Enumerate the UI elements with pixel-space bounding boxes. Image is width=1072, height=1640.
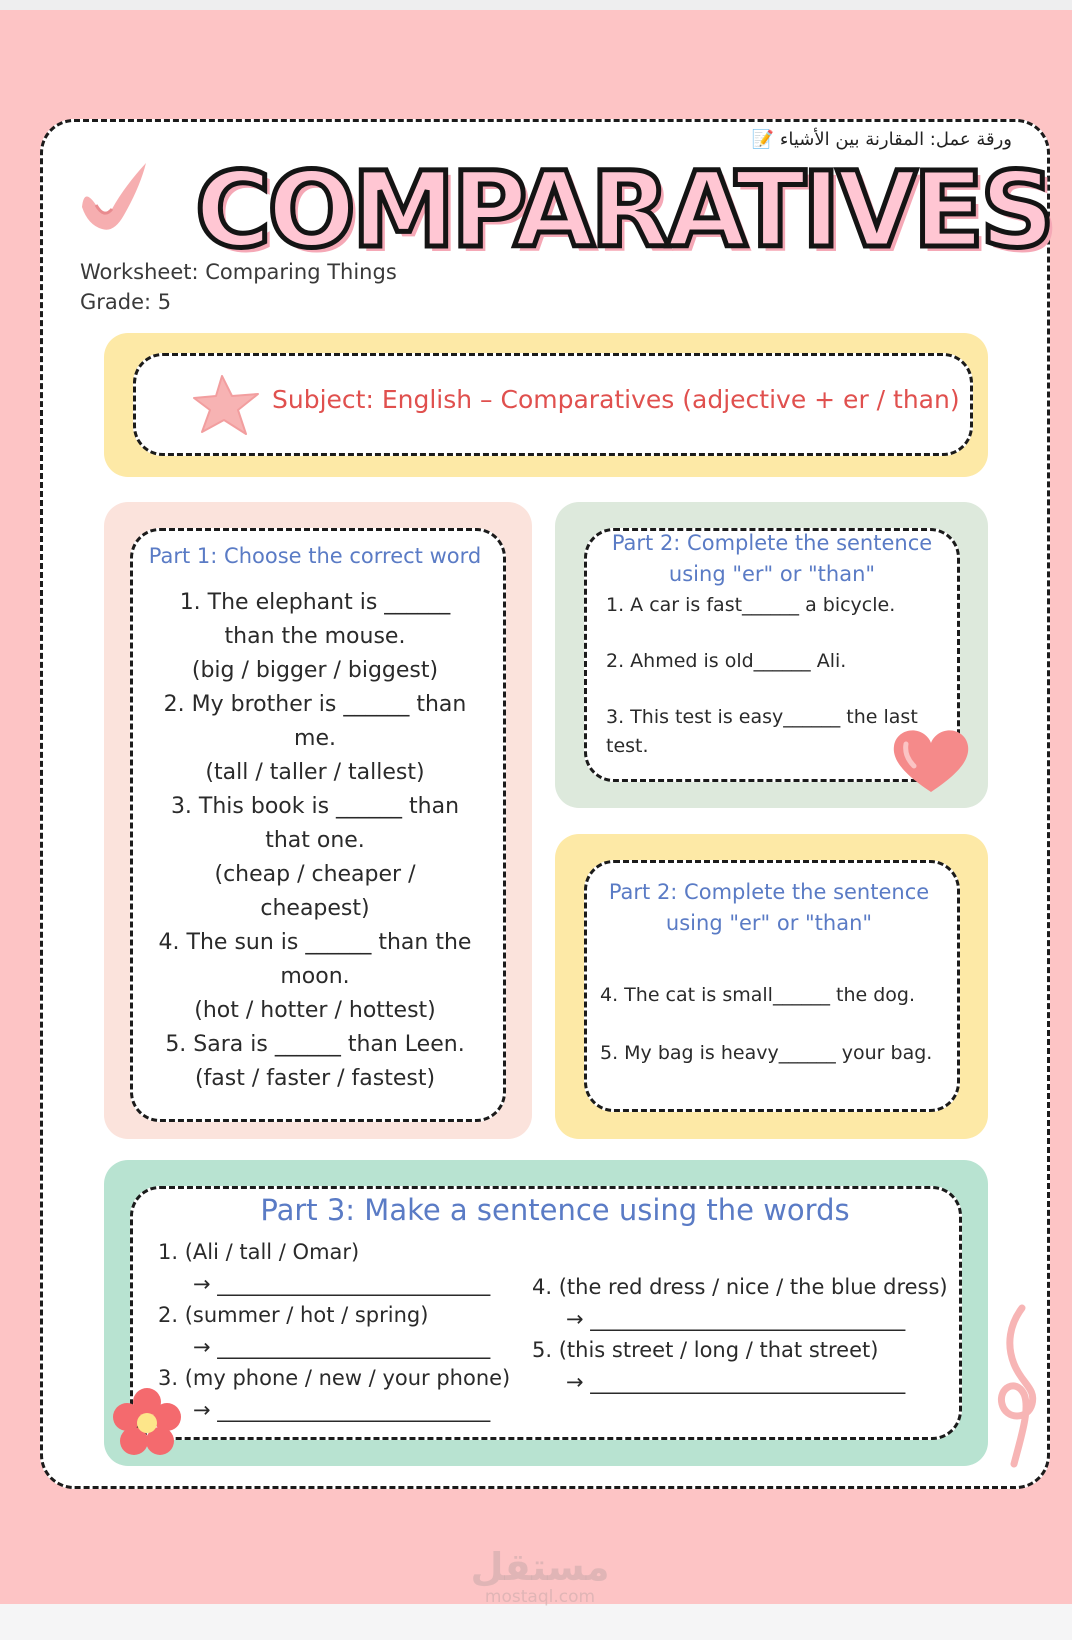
top-strip [0,0,1072,10]
checkmark-ribbon-icon [74,157,154,237]
part2a-heading-line2: using "er" or "than" [668,562,876,586]
part2b-heading-line2: using "er" or "than" [665,911,873,935]
grade-label: Grade: 5 [80,290,172,314]
treble-clef-ribbon-icon [992,1304,1040,1474]
part3-answer-line: → __________________________ [193,1335,491,1359]
part2a-heading-line1: Part 2: Complete the sentence [611,531,933,555]
part2b-heading [594,877,944,939]
page-title: COMPARATIVES [195,149,1051,271]
arabic-title: ورقة عمل: المقارنة بين الأشياء 📝 [751,129,1012,150]
part1-content [130,541,500,1096]
part2a-item3-cont: test. [606,735,649,757]
part2a-item1: 1. A car is fast______ a bicycle. [606,594,896,616]
part2a-heading [594,528,950,590]
part3-item4: 4. (the red dress / nice / the blue dress) [532,1275,948,1299]
part1-line: (fast / faster / fastest) [194,1066,436,1091]
part1-heading: Part 1: Choose the correct word [148,544,482,568]
part2a-item2: 2. Ahmed is old______ Ali. [606,650,847,672]
part3-answer-line: → __________________________ [193,1398,491,1422]
part3-item3: 3. (my phone / new / your phone) [158,1366,511,1390]
part2b-item4: 4. The cat is small______ the dog. [600,984,915,1006]
watermark-latin: mostaql.com [484,1587,596,1607]
part3-item5: 5. (this street / long / that street) [532,1338,879,1362]
part1-line: (cheap / cheaper / [214,862,416,887]
part1-line: moon. [280,964,350,989]
watermark [470,1547,610,1607]
part3-answer-line: → ______________________________ [566,1370,906,1394]
part1-line: me. [294,726,336,751]
part1-line: cheapest) [260,896,370,921]
watermark-arabic: مستقل [470,1545,610,1589]
part3-heading: Part 3: Make a sentence using the words [260,1193,850,1227]
part1-line: than the mouse. [224,624,406,649]
part1-line: 3. This book is ______ than [170,794,460,819]
part1-line: 4. The sun is ______ than the [158,930,472,955]
part2b-item5: 5. My bag is heavy______ your bag. [600,1042,933,1064]
part1-items [130,586,500,1096]
part2b-heading-line1: Part 2: Complete the sentence [608,880,930,904]
worksheet-label: Worksheet: Comparing Things [80,260,397,284]
part1-line: that one. [265,828,365,853]
flower-icon [110,1386,184,1460]
subject-text: Subject: English – Comparatives (adjective + er / than) [272,385,960,414]
part1-line: 1. The elephant is ______ [179,590,451,615]
part1-line: (big / bigger / biggest) [191,658,439,683]
heart-icon [890,726,972,796]
part3-answer-line: → __________________________ [193,1272,491,1296]
part1-line: (tall / taller / tallest) [205,760,425,785]
bottom-strip [0,1604,1072,1640]
part2a-item3: 3. This test is easy______ the last [606,706,918,728]
star-icon [192,372,264,440]
part3-answer-line: → ______________________________ [566,1307,906,1331]
part3-item2: 2. (summer / hot / spring) [158,1303,429,1327]
part1-line: (hot / hotter / hottest) [194,998,436,1023]
part1-line: 5. Sara is ______ than Leen. [165,1032,465,1057]
part3-item1: 1. (Ali / tall / Omar) [158,1240,360,1264]
part1-line: 2. My brother is ______ than [163,692,467,717]
